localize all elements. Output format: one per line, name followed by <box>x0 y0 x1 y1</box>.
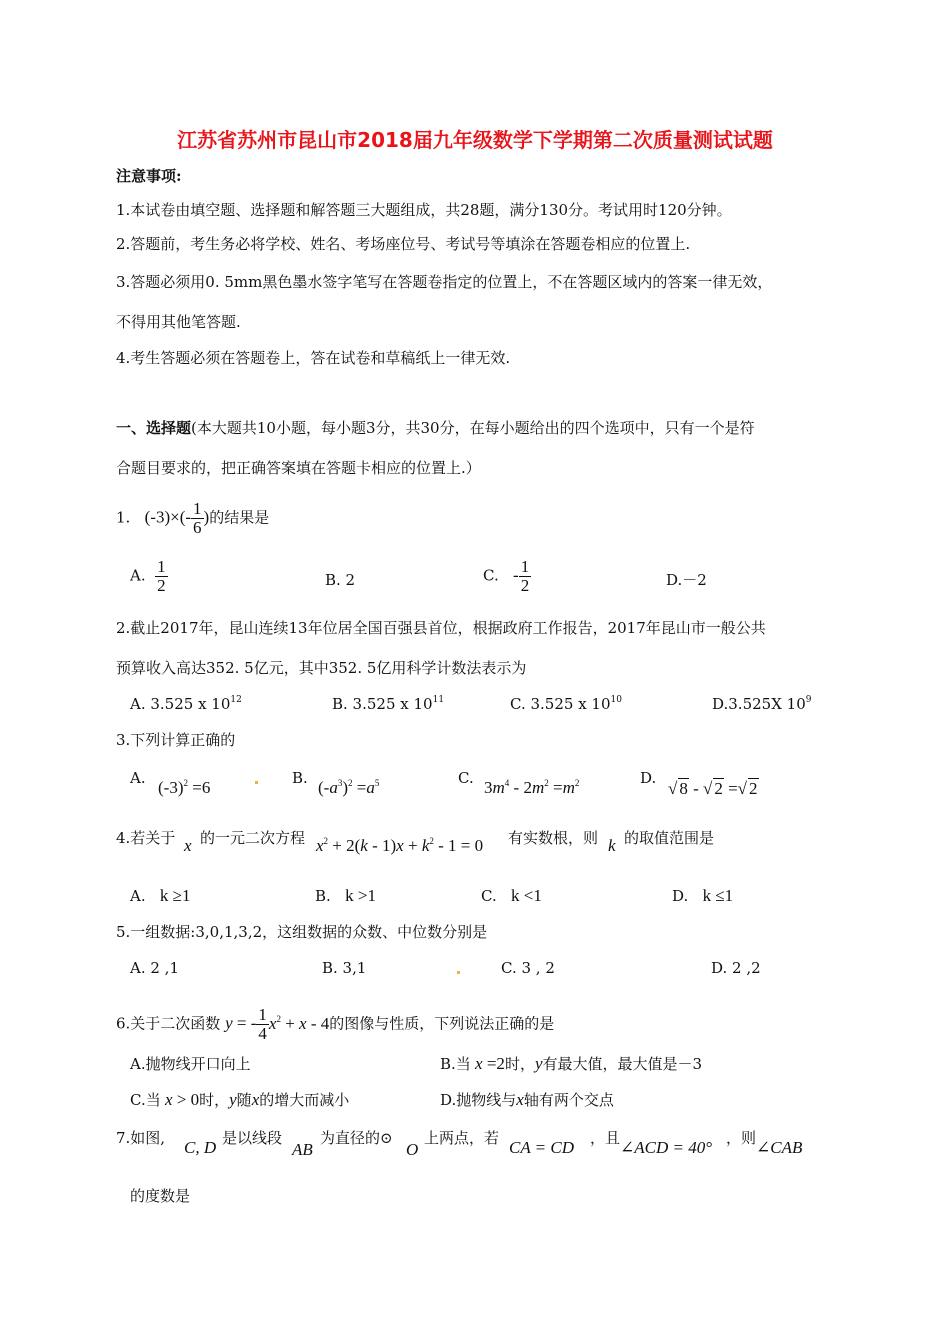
q3-option-c-label: C. <box>458 769 474 787</box>
page-title: 江苏省苏州市昆山市2018届九年级数学下学期第二次质量测试试题 <box>177 128 773 152</box>
q4-option-a <box>130 886 191 906</box>
q2-stem-line2: 预算收入高达352. 5亿元，其中352. 5亿用科学计数法表示为 <box>116 659 527 677</box>
q6-option-d-var: x <box>516 1090 524 1109</box>
q7-text-4: ，且 <box>590 1129 621 1147</box>
q4-option-a-label: A. <box>130 887 146 905</box>
q1-option-c-label: C. <box>483 566 499 585</box>
q6-option-c-text2: 时， <box>199 1091 230 1109</box>
q6-option-b-cond: x =2 <box>475 1054 505 1073</box>
q2-option-b-text: B. 3.525 x 10 <box>332 695 433 713</box>
section-heading: 一、选择题 <box>116 419 192 437</box>
q3-option-b-label: B. <box>292 769 308 787</box>
q7-angle: ∠ACD = 40° <box>620 1138 713 1157</box>
note-item: 1.本试卷由填空题、选择题和解答题三大题组成，共28题，满分130分。考试用时120分钟。 <box>116 201 732 219</box>
q4-var-k: k <box>608 836 616 855</box>
q1-option-a <box>130 558 168 595</box>
q5-stem: 5.一组数据:3,0,1,3,2，这组数据的众数、中位数分别是 <box>116 923 488 941</box>
section-intro <box>116 418 755 438</box>
q2-option-c <box>510 694 622 714</box>
q5-option-c: C. 3 , 2 <box>501 959 555 977</box>
q2-option-a-text: A. 3.525 x 10 <box>130 695 231 713</box>
section-desc-line2: 合题目要求的，把正确答案填在答题卡相应的位置上.） <box>116 459 481 477</box>
q7-segment: AB <box>292 1140 313 1159</box>
note-item: 不得用其他笔答题. <box>116 313 241 331</box>
q1-option-c-frac <box>519 558 532 595</box>
q6-option-b-text: B.当 <box>440 1055 471 1073</box>
q2-option-a-exp: 12 <box>230 695 242 705</box>
q1-option-d: D.－2 <box>666 571 707 589</box>
q1-fraction <box>191 500 204 537</box>
q4-option-d-formula: k ≤1 <box>702 886 734 905</box>
q2-stem-line1: 2.截止2017年，昆山连续13年位居全国百强县首位，根据政府工作报告，2017年昆山市一般公共 <box>116 619 766 637</box>
q3-option-d-formula: √ 8 - √ 2 =√ 2 <box>668 779 758 798</box>
q3-option-d-label: D. <box>640 769 657 787</box>
q6-option-c-text: C.当 <box>130 1091 161 1109</box>
q1-option-a-frac <box>155 558 168 595</box>
q1-option-c-sign: - <box>513 565 519 585</box>
q6-suffix: 的图像与性质，下列说法正确的是 <box>329 1014 555 1033</box>
q4-option-c-formula: k <1 <box>511 886 542 905</box>
frac-den: 2 <box>157 576 166 595</box>
q6-option-c-cond: x > 0 <box>164 1090 200 1109</box>
q2-option-c-text: C. 3.525 x 10 <box>510 695 611 713</box>
q7-text-5: ，则 <box>726 1129 757 1147</box>
q6-option-c-var-x: x <box>251 1090 260 1109</box>
q7-text-1: 是以线段 <box>222 1129 283 1147</box>
q4-option-b-label: B. <box>315 887 331 905</box>
q7-points: C, D <box>184 1138 217 1157</box>
q1-option-b: B. 2 <box>325 571 356 589</box>
q6-option-c <box>130 1090 349 1110</box>
q4-suffix: 有实数根，则 <box>508 829 599 847</box>
note-item: 3.答题必须用0. 5mm黑色墨水签字笔写在答题卷指定的位置上，不在答题区域内的答案一律无效， <box>116 273 773 291</box>
section-desc: (本大题共10小题，每小题3分，共30分，在每小题给出的四个选项中，只有一个是符 <box>191 419 755 437</box>
frac-den: 2 <box>520 576 530 595</box>
q7-equality: CA = CD <box>509 1138 575 1157</box>
q6-option-c-text3: 随 <box>236 1091 252 1109</box>
q4-var-x: x <box>184 836 192 855</box>
q4-equation: $x^2 + 2(k - 1)x + k^2 - 1 = 0$ <box>316 836 484 855</box>
q3-option-c-formula: $3m^4 - 2m^2 =m^2$ <box>484 778 580 797</box>
frac-den: 4 <box>258 1024 267 1043</box>
q4-option-c <box>481 886 542 906</box>
q3-option-b-formula: $(-a^3)^2 =a^5$ <box>318 778 380 797</box>
notes-heading: 注意事项: <box>116 167 182 185</box>
q3-stem: 3.下列计算正确的 <box>116 731 236 749</box>
q2-option-c-exp: 10 <box>610 695 622 705</box>
q6-option-b-text2: 时， <box>504 1055 535 1073</box>
q4-option-d-label: D. <box>672 887 689 905</box>
q6-option-d <box>440 1090 614 1110</box>
q4-prefix: 4.若关于 <box>116 829 176 847</box>
q1-option-a-label: A. <box>130 566 146 585</box>
q3-option-a-formula: $(-3)^2 =6$ <box>158 778 211 797</box>
q6-function: y = - <box>225 1013 257 1033</box>
question-6 <box>116 1006 554 1043</box>
q2-option-a <box>130 694 242 714</box>
q1-frac-den: 6 <box>193 518 202 537</box>
q4-end: 的取值范围是 <box>624 829 715 847</box>
q6-option-c-var-y: y <box>229 1090 237 1109</box>
q2-option-d <box>712 694 811 714</box>
q6-option-b-var: y <box>534 1054 543 1073</box>
note-item: 4.考生答题必须在答题卷上，答在试卷和草稿纸上一律无效. <box>116 349 511 367</box>
q6-option-d-text2: 轴有两个交点 <box>523 1091 614 1109</box>
artifact-dot <box>255 781 258 784</box>
q6-fraction <box>256 1006 269 1043</box>
q6-option-d-text: D.抛物线与 <box>440 1091 517 1109</box>
q6-function-rest: $x^2 + x - 4$ <box>268 1013 330 1033</box>
q7-text-3: 上两点，若 <box>424 1129 500 1147</box>
q7-line-2: 的度数是 <box>130 1187 191 1205</box>
artifact-dot <box>457 971 460 974</box>
q2-option-d-exp: 9 <box>805 695 812 705</box>
q4-option-c-label: C. <box>481 887 497 905</box>
q3-option-a-label: A. <box>130 769 146 787</box>
q4-option-d <box>672 886 733 906</box>
frac-num: 1 <box>157 557 166 576</box>
q7-text-2: 为直径的⊙ <box>320 1129 393 1147</box>
q1-frac-num: 1 <box>193 499 202 518</box>
q1-expr-a: (-3)×(- <box>144 507 192 527</box>
q1-expr-b: ) <box>203 507 210 527</box>
frac-num: 1 <box>520 557 530 576</box>
q1-text: 的结果是 <box>209 508 270 527</box>
q7-angle-2: ∠CAB <box>756 1138 803 1157</box>
q6-option-b <box>440 1054 702 1074</box>
q6-option-b-text3: 有最大值，最大值是－3 <box>542 1055 703 1073</box>
q7-prefix: 7.如图, <box>116 1129 166 1147</box>
q5-option-d: D. 2 ,2 <box>711 959 761 977</box>
question-1 <box>116 500 269 537</box>
q7-circle: O <box>406 1140 419 1159</box>
q6-option-a: A.抛物线开口向上 <box>130 1055 251 1073</box>
q4-option-b-formula: k >1 <box>345 886 376 905</box>
q4-mid: 的一元二次方程 <box>200 829 306 847</box>
q2-option-d-text: D.3.525X 10 <box>712 695 806 713</box>
q4-option-a-formula: k ≥1 <box>159 886 191 905</box>
q6-prefix: 6.关于二次函数 <box>116 1014 221 1033</box>
q4-option-b <box>315 886 376 906</box>
q2-option-b-exp: 11 <box>432 695 445 705</box>
q2-option-b <box>332 694 444 714</box>
frac-num: 1 <box>258 1005 267 1024</box>
q6-option-c-text4: 的增大而减小 <box>259 1091 350 1109</box>
note-item: 2.答题前，考生务必将学校、姓名、考场座位号、考试号等填涂在答题卷相应的位置上. <box>116 235 691 253</box>
q5-option-b: B. 3,1 <box>322 959 367 977</box>
q1-number: 1. <box>116 508 131 527</box>
q1-option-c <box>483 558 531 595</box>
q5-option-a: A. 2 ,1 <box>130 959 179 977</box>
